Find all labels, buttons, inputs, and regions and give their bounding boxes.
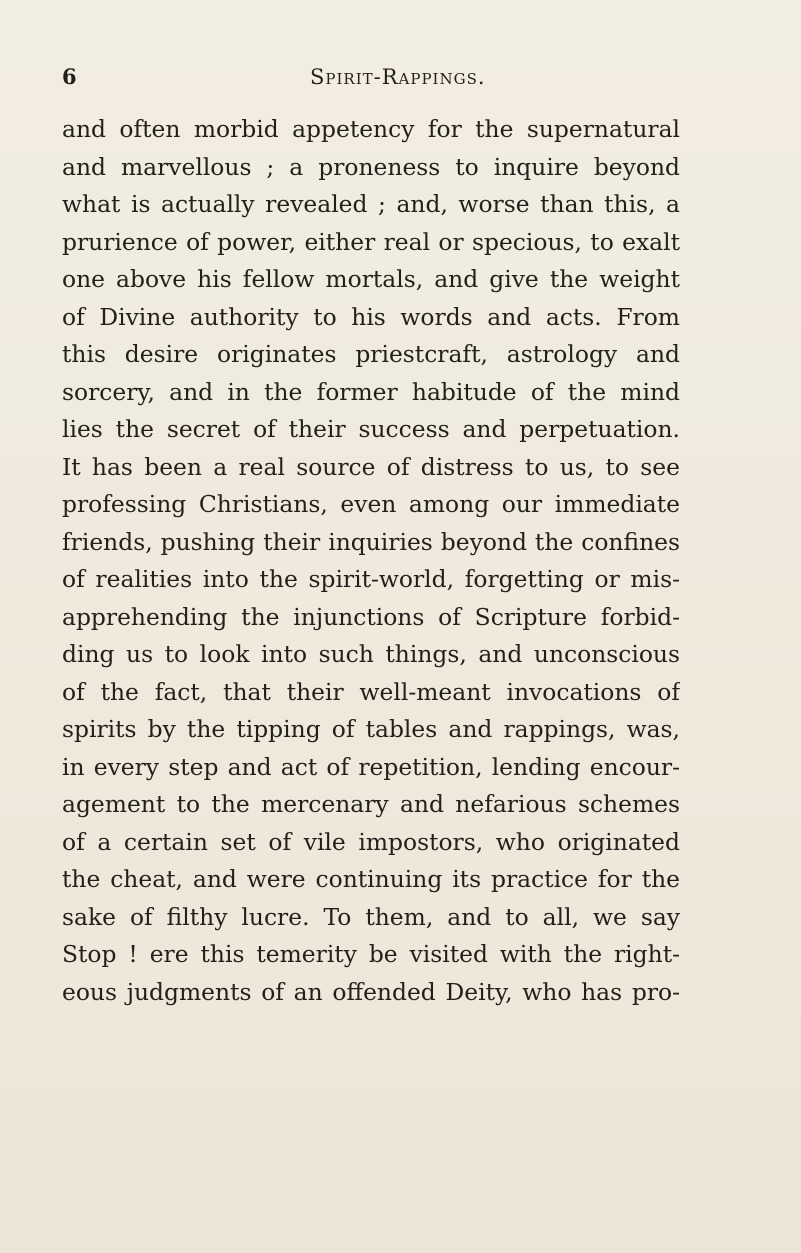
text-line: It has been a real source of distress to us, to see (62, 452, 680, 481)
text-line: sake of filthy lucre. To them, and to all, we say (62, 902, 680, 931)
text-line: and often morbid appetency for the supernatural (62, 115, 680, 143)
text-line: the cheat, and were continuing its practice for the (62, 865, 680, 893)
body-text (62, 111, 680, 1011)
text-line: one above his fellow mortals, and give the weight (62, 265, 680, 293)
running-head: Spirit-Rappings. (310, 65, 486, 89)
page-header (62, 60, 702, 94)
text-line: professing Christians, even among our immediate (62, 490, 680, 518)
page-number: 6 (62, 64, 77, 89)
text-line: of Divine authority to his words and acts. From (62, 302, 680, 331)
text-line: and marvellous ; a proneness to inquire beyond (62, 152, 680, 181)
text-line: what is actually revealed ; and, worse than this, a (62, 190, 680, 218)
text-line: in every step and act of repetition, lending encour- (62, 752, 680, 781)
text-line: ding us to look into such things, and unconscious (62, 640, 680, 668)
text-line: prurience of power, either real or specious, to exalt (62, 227, 680, 256)
text-line: spirits by the tipping of tables and rappings, was, (62, 715, 680, 743)
text-line: sorcery, and in the former habitude of the mind (62, 377, 680, 406)
text-line: Stop ! ere this temerity be visited with the right- (62, 940, 680, 968)
text-line: of realities into the spirit-world, forgetting or mis- (62, 565, 680, 593)
text-line: lies the secret of their success and perpetuation. (62, 415, 680, 443)
text-line: agement to the mercenary and nefarious schemes (62, 790, 680, 818)
text-line: apprehending the injunctions of Scripture forbid- (62, 602, 680, 631)
text-line: of the fact, that their well-meant invocations of (62, 677, 680, 706)
text-line: friends, pushing their inquiries beyond the confines (62, 527, 680, 556)
text-line: this desire originates priestcraft, astrology and (62, 340, 680, 368)
text-line: of a certain set of vile impostors, who originated (62, 827, 680, 856)
text-line: eous judgments of an offended Deity, who has pro- (62, 977, 680, 1006)
